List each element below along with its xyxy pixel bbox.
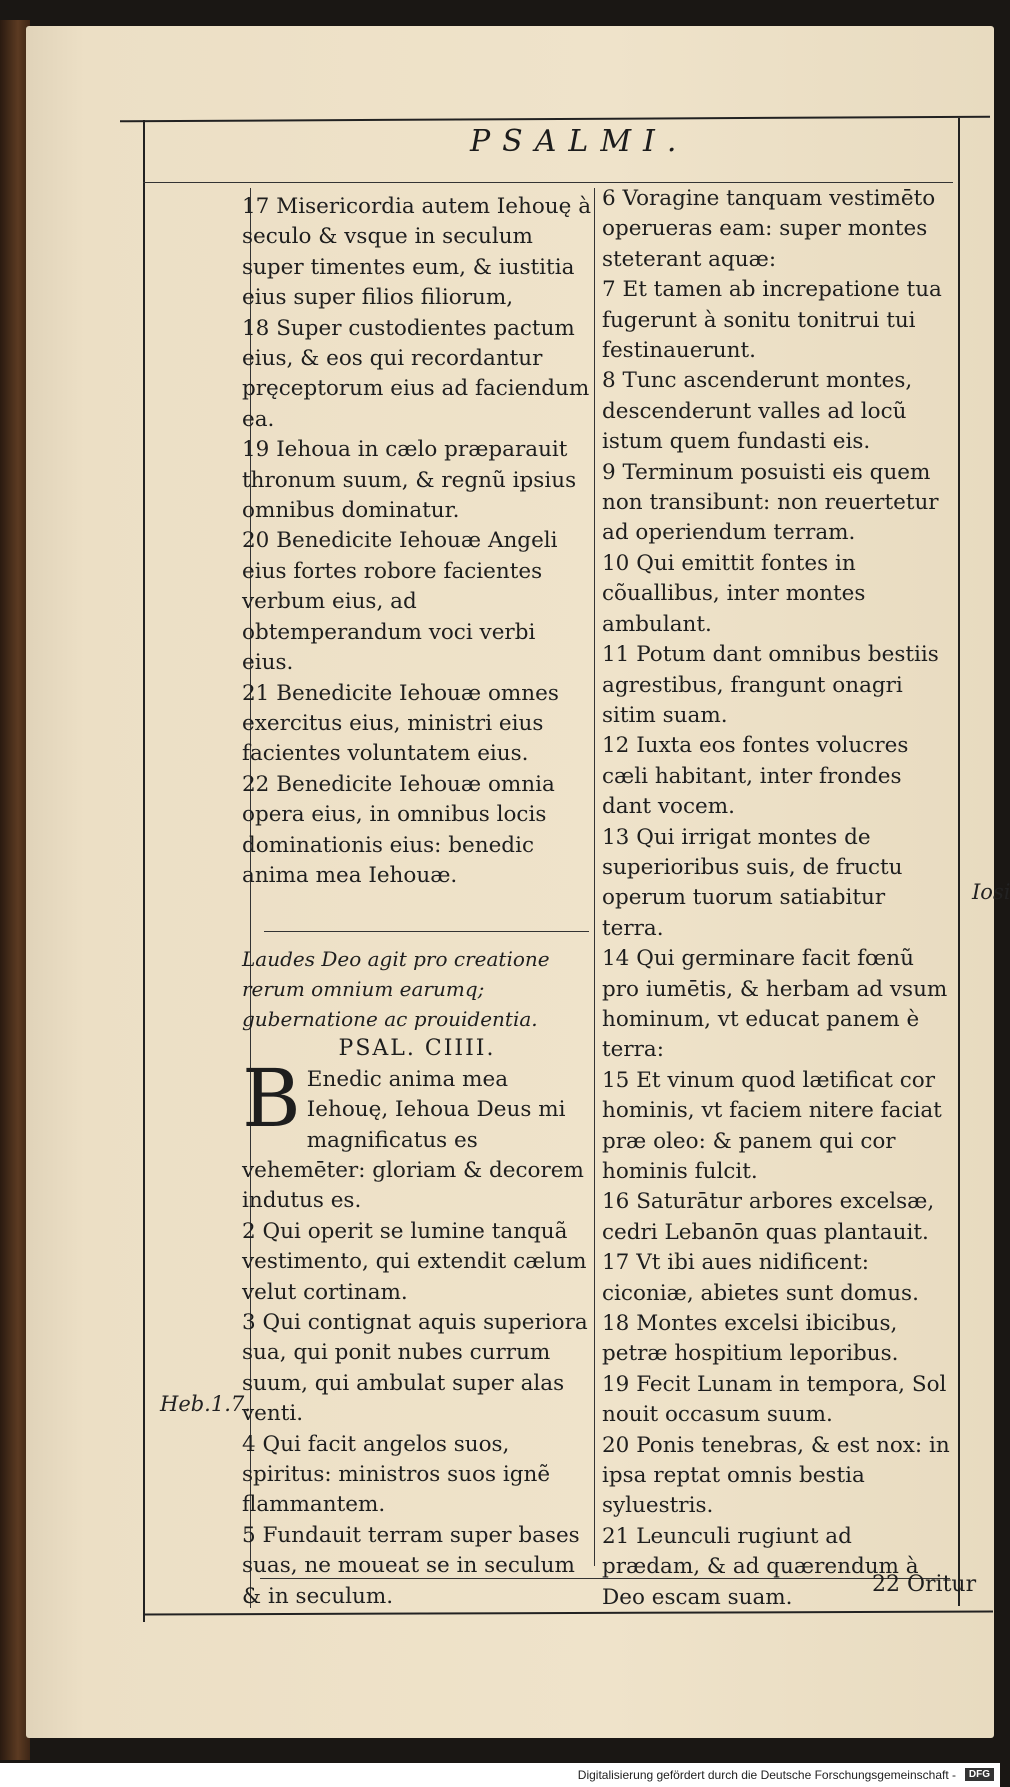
verse: 7 Et tamen ab increpatione tua fugerunt à sonitu tonitrui tui festinauerunt.: [602, 277, 942, 364]
right-column: [602, 184, 952, 1613]
verse: 21 Benedicite Iehouæ omnes exercitus eius, ministri eius facientes voluntatem eius.: [242, 680, 559, 767]
running-head: PSALMI.: [470, 124, 689, 159]
verse: 12 Iuxta eos fontes volucres cæli habitant, inter frondes dant vocem.: [602, 733, 909, 820]
verse: 4 Qui facit angelos suos, spiritus: ministros suos ignẽ flammantem.: [242, 1431, 551, 1518]
verse: 9 Terminum posuisti eis quem non transibunt: non reuertetur ad operiendum terram.: [602, 459, 939, 546]
verse: 2 Qui operit se lumine tanquã vestimento, qui extendit cælum velut cortinam.: [242, 1218, 587, 1305]
verse: 11 Potum dant omnibus bestiis agrestibus, frangunt onagri sitim suam.: [602, 642, 939, 728]
verse: 20 Ponis tenebras, & est nox: in ipsa reptat omnis bestia syluestris.: [602, 1432, 950, 1519]
verse: 17 Vt ibi aues nidificent: ciconiæ, abietes sunt domus.: [602, 1250, 919, 1306]
verse: 14 Qui germinare facit fœnũ pro iumētis, & herbam ad vsum hominum, vt educat panem è terra:: [602, 946, 948, 1063]
verse: 19 Fecit Lunam in tempora, Sol nouit occasum suum.: [602, 1371, 947, 1428]
psalm-heading: PSAL. CIIII.: [338, 1036, 496, 1062]
frame-right-rule: [958, 118, 960, 1606]
verse: 18 Super custodientes pactum eius, & eos qui recordantur pręceptorum eius ad faciendum ea.: [242, 315, 590, 432]
left-column: [242, 192, 592, 1612]
footer-credit: Digitalisierung gefördert durch die Deutsche Forschungsgemeinschaft -: [577, 1768, 956, 1782]
header-rule: [143, 182, 953, 183]
digitization-footer: [0, 1763, 1000, 1787]
drop-cap-initial: B: [242, 1051, 301, 1145]
verse: 20 Benedicite Iehouæ Angeli eius fortes robore facientes verbum eius, ad obtemperandum voci verbi eius.: [242, 528, 558, 676]
catchword: 22 Oritur: [872, 1572, 977, 1597]
verse: 19 Iehoua in cælo præparauit thronum suum, & regnũ ipsius omnibus dominatur.: [242, 437, 577, 524]
column-divider: [594, 188, 595, 1566]
verse: 8 Tunc ascenderunt montes, descenderunt valles ad locũ istum quem fundasti eis.: [602, 368, 913, 455]
verse: 10 Qui emittit fontes in cõuallibus, inter montes ambulant.: [602, 550, 866, 637]
verse: 16 Saturātur arbores excelsæ, cedri Lebanōn quas plantauit.: [602, 1189, 935, 1245]
verse: 15 Et vinum quod lætificat cor hominis, vt faciem nitere faciat præ oleo: & panem qui cor hominis fulcit.: [602, 1067, 942, 1184]
verse: 18 Montes excelsi ibicibus, petræ hospitium leporibus.: [602, 1311, 899, 1367]
verse: 13 Qui irrigat montes de superioribus suis, de fructu operum tuorum satiabitur terra.: [602, 824, 903, 941]
psalm-intro-text: Enedic anima mea Iehouę, Iehoua Deus mi magnificatus es vehemēter: gloriam & decorem indutus es.: [242, 1066, 584, 1214]
margin-note-left: Heb.1.7.: [160, 1392, 251, 1416]
verse: 17 Misericordia autem Iehouę à seculo & vsque in seculum super timentes eum, & iustitia eius super filios filiorum,: [242, 194, 592, 311]
psalm-intro: [242, 1051, 592, 1217]
verse: 21 Leunculi rugiunt ad prædam, & ad quærendum à Deo escam suam.: [602, 1523, 919, 1610]
psalm-summary: Laudes Deo agit pro creatione rerum omnium earumq; gubernatione ac prouidentia.: [242, 947, 550, 1032]
verse: 5 Fundauit terram super bases suas, ne moueat se in seculum & in seculum.: [242, 1522, 580, 1609]
section-rule: [264, 931, 589, 932]
margin-note-right: Iosi: [972, 880, 1010, 904]
verse: 6 Voragine tanquam vestimēto operueras eam: super montes steterant aquæ:: [602, 186, 936, 272]
verse: 3 Qui contignat aquis superiora sua, qui ponit nubes currum suum, qui ambulat super alas venti.: [242, 1310, 588, 1427]
frame-left-rule: [143, 120, 145, 1622]
verse: 22 Benedicite Iehouæ omnia opera eius, in omnibus locis dominationis eius: benedic anima mea Iehouæ.: [242, 771, 555, 888]
dfg-logo: DFG: [965, 1768, 994, 1781]
